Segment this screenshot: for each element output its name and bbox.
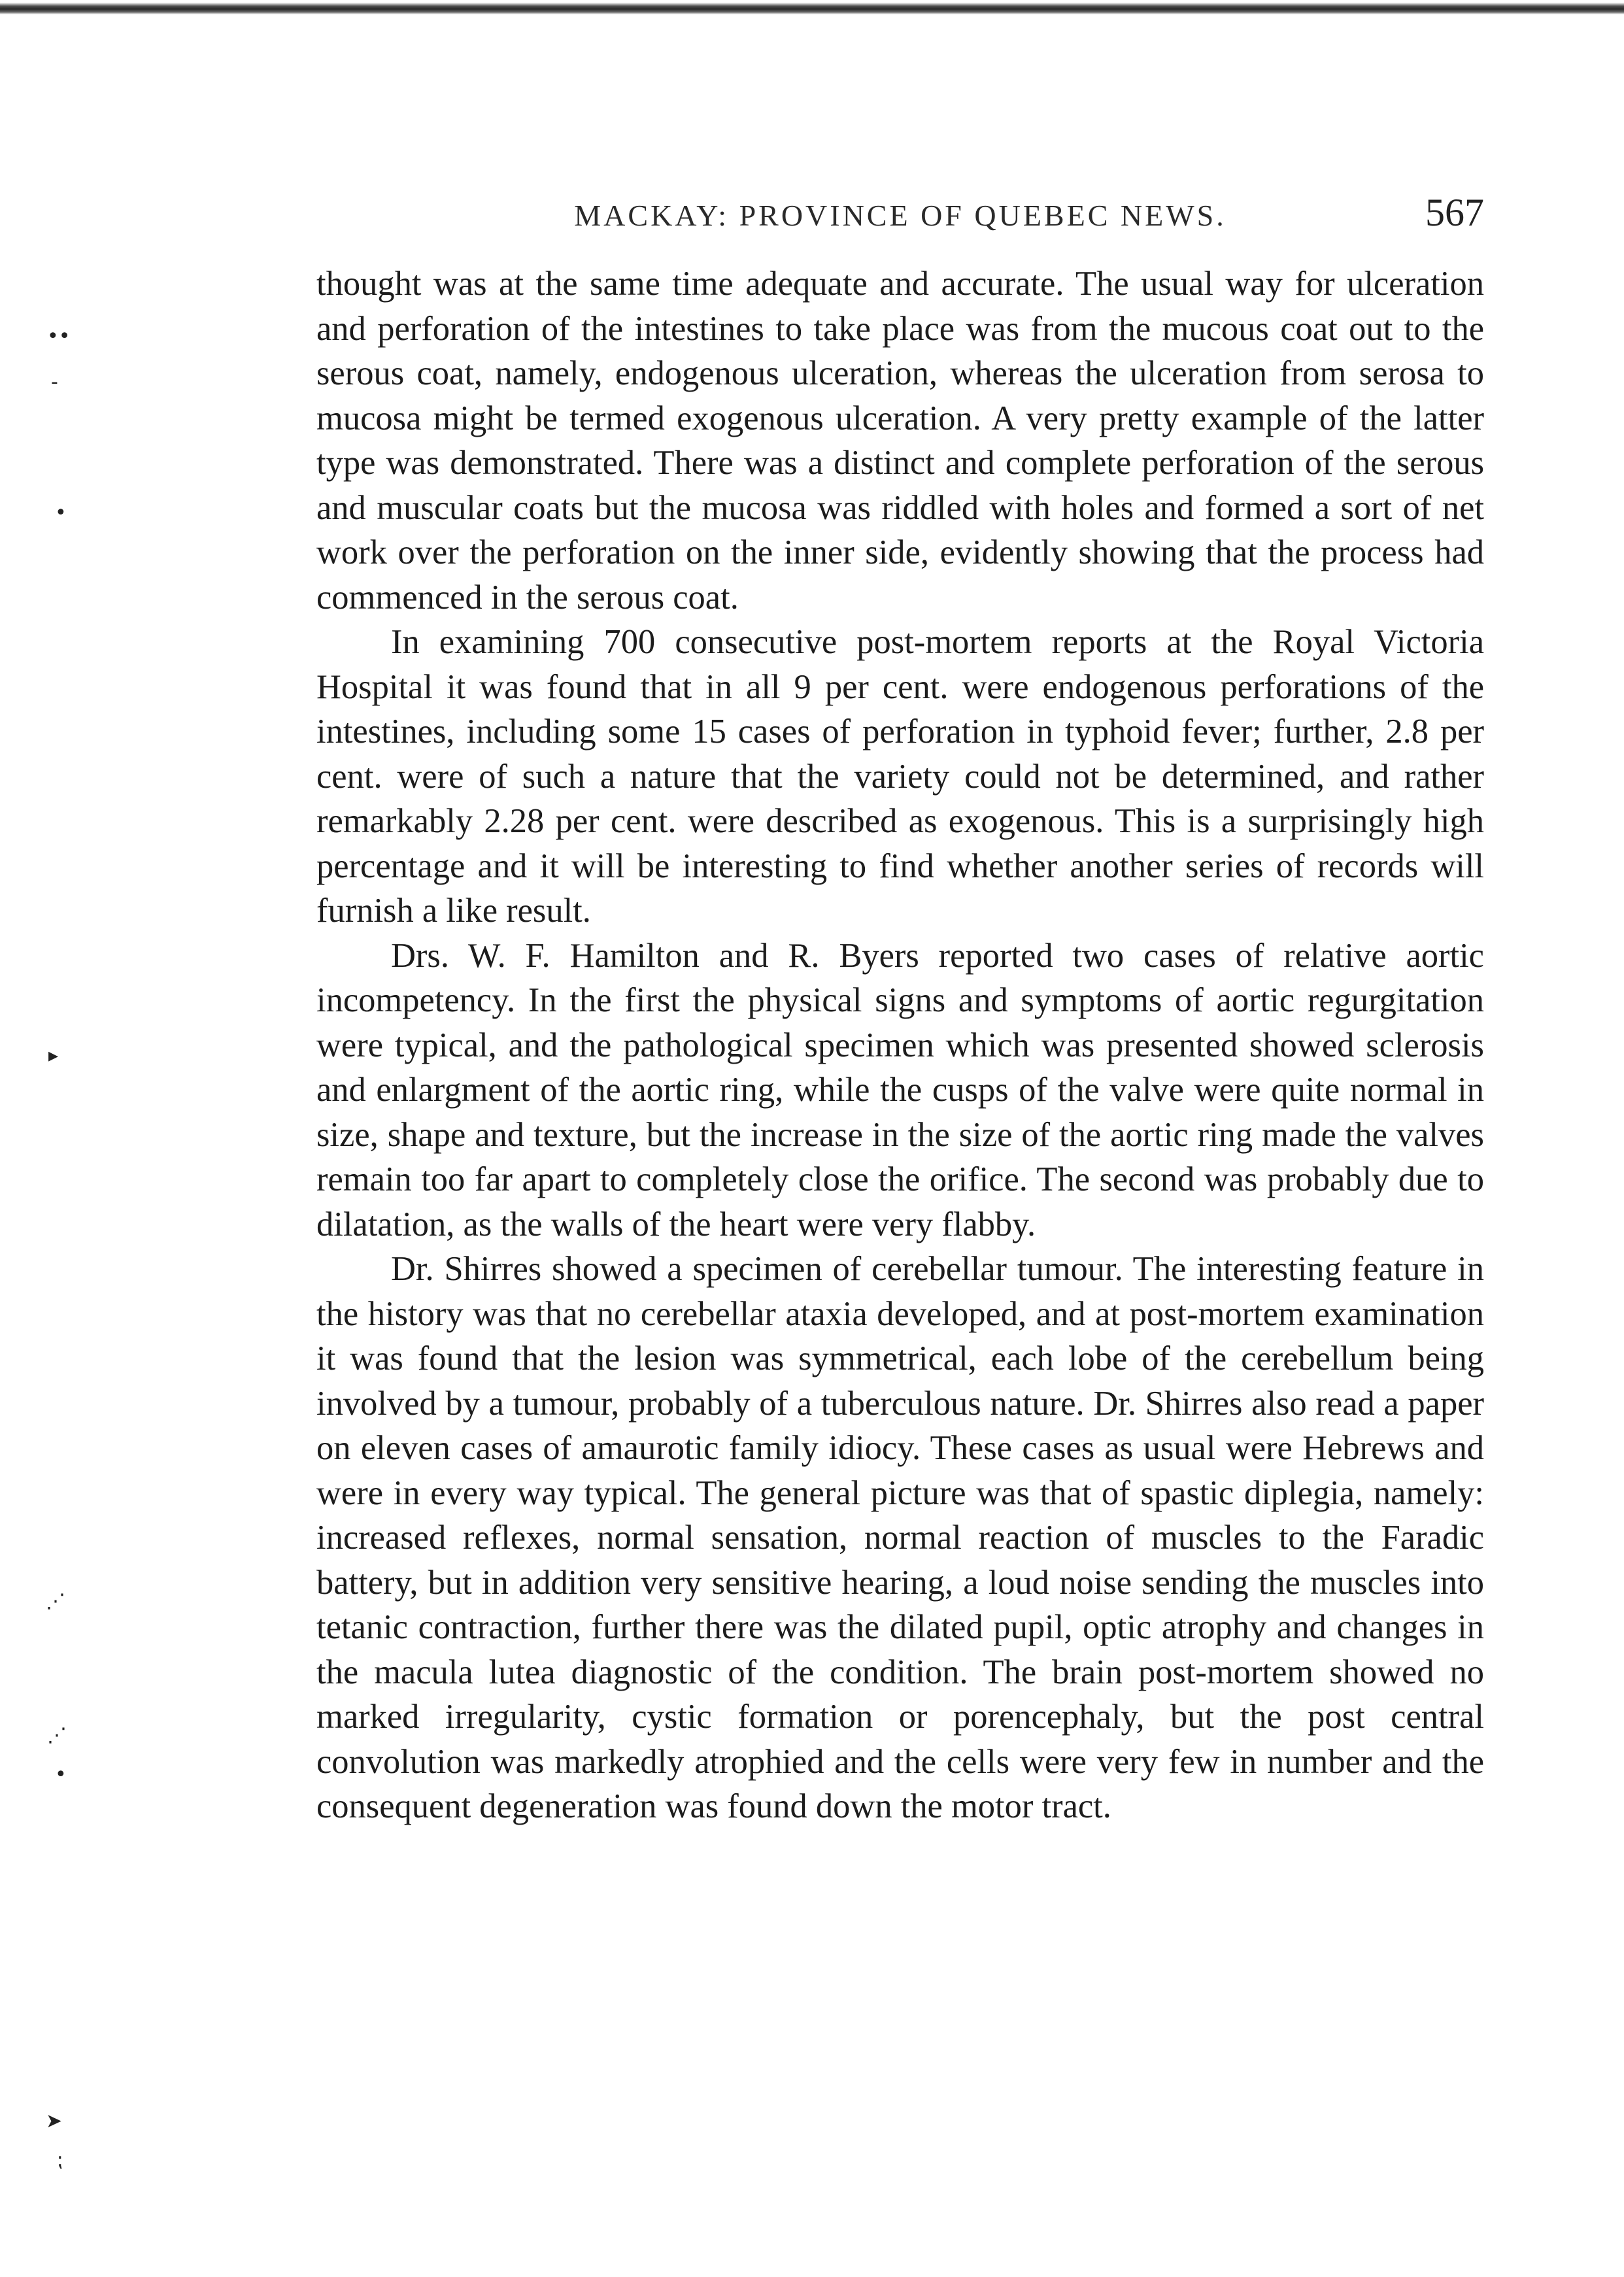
paragraph: thought was at the same time adequate and accurate. The usual way for ulceration and perforation of the intestines to take place was from the mucous coat out to the serous coat, namely, endogenous ulceration, whereas the ulceration from serosa to mucosa might be termed exogenous ulceration. A very pretty example of the latter type was demonstrated. There was a distinct and complete perforation of the serous and muscular coats but the mucosa was riddled with holes and formed a sort of net work over the perforation on the inner side, evidently showing that the process had commenced in the serous coat. xyxy=(316,265,1484,616)
margin-speck: ⁏ xyxy=(56,2149,63,2172)
paragraph: Dr. Shirres showed a specimen of cerebellar tumour. The interesting feature in the history was that no cerebellar ataxia developed, and at post-mortem examination it was found that the lesion was symmetrical, each lobe of the cerebellum being involved by a tumour, probably of a tuberculous nature. Dr. Shirres also read a paper on eleven cases of amaurotic family idiocy. These cases as usual were Hebrews and were in every way typical. The general picture was that of spastic diplegia, namely: increased reflexes, normal sensation, normal reaction of muscles to the Faradic battery, but in addition very sensitive hearing, a loud noise sending the muscles into tetanic contraction, further there was the dilated pupil, optic atrophy and changes in the macula lutea diagnostic of the condition. The brain post-mortem showed no marked irregularity, cystic formation or porencephaly, but the post central convolution was markedly atrophied and the cells were very few in number and the consequent degeneration was found down the motor tract. xyxy=(316,1250,1484,1825)
margin-speck: ⋰ xyxy=(47,1724,67,1747)
margin-specks xyxy=(0,0,131,2277)
margin-speck: ➤ xyxy=(46,2110,63,2133)
paragraph: In examining 700 consecutive post-mortem reports at the Royal Victoria Hospital it was found that in all 9 per cent. were endogenous perforations of the intestines, including some 15 cases of perforation in typhoid fever; further, 2.8 per cent. were of such a nature that the variety could not be determined, and rather remarkably 2.28 per cent. were described as exogenous. This is a surprisingly high percentage and it will be interesting to find whether another series of records will furnish a like result. xyxy=(316,623,1484,930)
page-number: 567 xyxy=(1425,191,1484,234)
running-title: MACKAY: PROVINCE OF QUEBEC NEWS. xyxy=(574,199,1226,232)
margin-speck: • xyxy=(55,501,67,524)
body-text xyxy=(316,261,1484,1829)
top-scan-rule xyxy=(0,3,1624,14)
margin-speck: •• xyxy=(47,325,71,348)
margin-speck: - xyxy=(51,371,58,394)
running-header xyxy=(316,186,1484,245)
margin-speck: ⋰ xyxy=(46,1590,65,1613)
margin-speck: • xyxy=(55,1763,67,1786)
margin-speck: ▸ xyxy=(48,1044,59,1067)
paragraph: Drs. W. F. Hamilton and R. Byers reported two cases of relative aortic incompetency. In the first the physical signs and symptoms of aortic regurgitation were typical, and the pathological specimen which was presented showed sclerosis and enlargment of the aortic ring, while the cusps of the valve were quite normal in size, shape and texture, but the increase in the size of the aortic ring made the valves remain too far apart to completely close the orifice. The second was probably due to dilatation, as the walls of the heart were very flabby. xyxy=(316,936,1484,1243)
